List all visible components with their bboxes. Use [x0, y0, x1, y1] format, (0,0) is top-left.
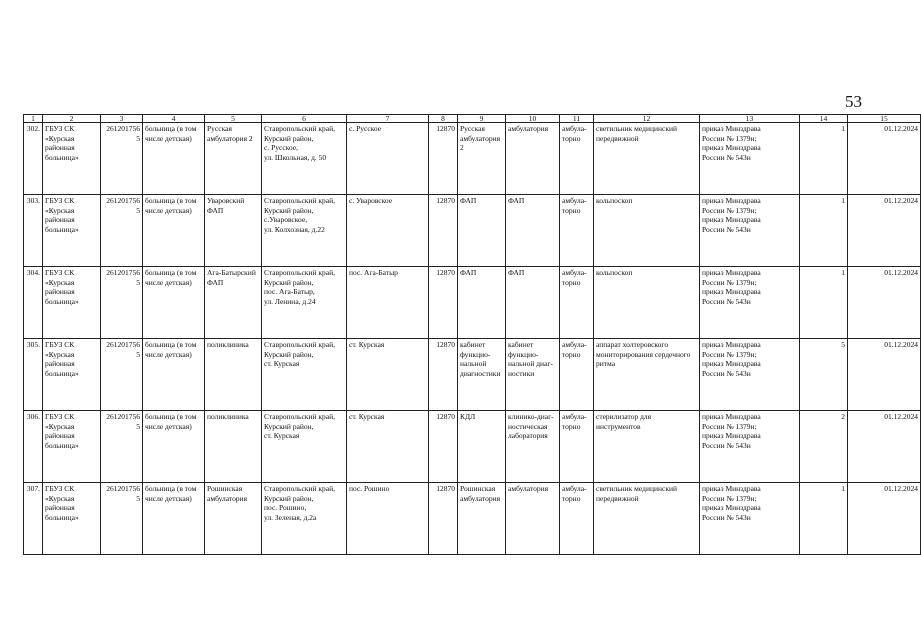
department-text: КДЛ [460, 412, 476, 421]
cell-equipment-name [594, 195, 700, 267]
equipment-name-text: аппарат холтеровского мониторирования сердечного ритма [596, 340, 691, 369]
inn-text: 2612017565 [106, 412, 140, 431]
code-text: 12870 [436, 412, 455, 421]
cell-row-number [24, 123, 43, 195]
equipment-registry-table [23, 114, 921, 555]
cell-org-type [143, 195, 205, 267]
cell-subdivision [205, 195, 262, 267]
cell-quantity [800, 195, 848, 267]
org-type-text: больница (в том числе детская) [145, 196, 197, 215]
regulation-text: приказ Минздрава России № 1379н; приказ Минздрава России № 543н [702, 268, 761, 307]
column-header: 5 [205, 115, 262, 123]
org-type-text: больница (в том числе детская) [145, 340, 197, 359]
cell-organization [43, 195, 101, 267]
column-header: 10 [506, 115, 560, 123]
cell-date [848, 195, 921, 267]
org-type-text: больница (в том числе детская) [145, 484, 197, 503]
quantity-text: 5 [841, 340, 845, 349]
column-header: 15 [848, 115, 921, 123]
cell-quantity [800, 411, 848, 483]
subdivision-text: поликлиника [207, 412, 249, 421]
organization-text: ГБУЗ СК «Курская районная больница» [45, 124, 79, 163]
inn-text: 2612017565 [106, 340, 140, 359]
subdivision-text: Уваровский ФАП [207, 196, 245, 215]
cell-row-number [24, 195, 43, 267]
care-condition-text: амбула- торно [562, 484, 587, 503]
organization-text: ГБУЗ СК «Курская районная больница» [45, 268, 79, 307]
column-header: 1 [24, 115, 43, 123]
cell-settlement [347, 483, 429, 555]
cell-subdivision [205, 483, 262, 555]
code-text: 12870 [436, 268, 455, 277]
department-profile-text: ФАП [508, 268, 525, 277]
quantity-text: 2 [841, 412, 845, 421]
column-header: 9 [458, 115, 506, 123]
org-type-text: больница (в том числе детская) [145, 124, 197, 143]
cell-regulation [700, 411, 800, 483]
cell-org-type [143, 267, 205, 339]
regulation-text: приказ Минздрава России № 1379н; приказ Минздрава России № 543н [702, 124, 761, 163]
cell-department [458, 483, 506, 555]
column-header: 11 [560, 115, 594, 123]
cell-department [458, 195, 506, 267]
cell-department [458, 411, 506, 483]
column-header: 6 [262, 115, 347, 123]
subdivision-text: Ага-Батырский ФАП [207, 268, 256, 287]
cell-address [262, 267, 347, 339]
department-text: ФАП [460, 268, 477, 277]
address-text: Ставропольский край, Курский район, с. Русское, ул. Школьная, д. 50 [264, 124, 335, 163]
equipment-name-text: светильник медицинский передвижной [596, 484, 678, 503]
date-text: 01.12.2024 [884, 124, 918, 133]
address-text: Ставропольский край, Курский район, ст. Курская [264, 412, 335, 441]
regulation-text: приказ Минздрава России № 1379н; приказ Минздрава России № 543н [702, 484, 761, 523]
cell-date [848, 483, 921, 555]
cell-code [429, 411, 458, 483]
date-text: 01.12.2024 [884, 268, 918, 277]
column-header: 4 [143, 115, 205, 123]
equipment-name-text: кольпоскоп [596, 268, 633, 277]
cell-equipment-name [594, 339, 700, 411]
cell-care-condition [560, 339, 594, 411]
cell-department-profile [506, 339, 560, 411]
settlement-text: с. Уваровское [349, 196, 393, 205]
cell-equipment-name [594, 411, 700, 483]
care-condition-text: амбула- торно [562, 196, 587, 215]
cell-regulation [700, 483, 800, 555]
department-profile-text: клинико-диаг- ностическая лаборатория [508, 412, 554, 441]
cell-code [429, 267, 458, 339]
cell-department-profile [506, 411, 560, 483]
date-text: 01.12.2024 [884, 196, 918, 205]
code-text: 12870 [436, 196, 455, 205]
cell-equipment-name [594, 267, 700, 339]
cell-subdivision [205, 267, 262, 339]
column-header: 13 [700, 115, 800, 123]
cell-settlement [347, 411, 429, 483]
department-profile-text: кабинет функцио- нальной диаг- ностики [508, 340, 553, 379]
cell-row-number [24, 267, 43, 339]
cell-regulation [700, 339, 800, 411]
department-profile-text: амбулатория [508, 484, 549, 493]
subdivision-text: Русская амбулатория 2 [207, 124, 253, 143]
department-profile-text: амбулатория [508, 124, 549, 133]
address-text: Ставропольский край, Курский район, пос. Рошино, ул. Зеленая, д.2а [264, 484, 335, 523]
cell-address [262, 195, 347, 267]
cell-inn [101, 483, 143, 555]
cell-code [429, 483, 458, 555]
cell-code [429, 195, 458, 267]
organization-text: ГБУЗ СК «Курская районная больница» [45, 340, 79, 379]
cell-org-type [143, 339, 205, 411]
date-text: 01.12.2024 [884, 484, 918, 493]
settlement-text: пос. Ага-Батыр [349, 268, 398, 277]
cell-organization [43, 339, 101, 411]
cell-regulation [700, 123, 800, 195]
cell-date [848, 411, 921, 483]
cell-care-condition [560, 267, 594, 339]
cell-address [262, 339, 347, 411]
cell-code [429, 339, 458, 411]
row-number-text: 307. [26, 484, 40, 493]
table-row [24, 267, 921, 339]
quantity-text: 1 [841, 196, 845, 205]
table-row [24, 123, 921, 195]
cell-address [262, 123, 347, 195]
column-header: 8 [429, 115, 458, 123]
subdivision-text: Рошинская амбулатория [207, 484, 248, 503]
regulation-text: приказ Минздрава России № 1379н; приказ Минздрава России № 543н [702, 196, 761, 235]
care-condition-text: амбула- торно [562, 412, 587, 431]
code-text: 12870 [436, 484, 455, 493]
care-condition-text: амбула- торно [562, 268, 587, 287]
organization-text: ГБУЗ СК «Курская районная больница» [45, 484, 79, 523]
table-row [24, 339, 921, 411]
address-text: Ставропольский край, Курский район, пос. Ага-Батыр, ул. Ленина, д.24 [264, 268, 335, 307]
code-text: 12870 [436, 124, 455, 133]
cell-address [262, 483, 347, 555]
column-header: 12 [594, 115, 700, 123]
cell-row-number [24, 339, 43, 411]
cell-organization [43, 483, 101, 555]
quantity-text: 1 [841, 268, 845, 277]
cell-department-profile [506, 195, 560, 267]
cell-organization [43, 267, 101, 339]
address-text: Ставропольский край, Курский район, ст. Курская [264, 340, 335, 369]
settlement-text: с. Русское [349, 124, 382, 133]
table-row [24, 411, 921, 483]
cell-row-number [24, 411, 43, 483]
equipment-name-text: светильник медицинский передвижной [596, 124, 678, 143]
cell-date [848, 267, 921, 339]
cell-inn [101, 411, 143, 483]
cell-org-type [143, 123, 205, 195]
cell-equipment-name [594, 483, 700, 555]
date-text: 01.12.2024 [884, 340, 918, 349]
cell-subdivision [205, 411, 262, 483]
date-text: 01.12.2024 [884, 412, 918, 421]
cell-care-condition [560, 411, 594, 483]
org-type-text: больница (в том числе детская) [145, 412, 197, 431]
organization-text: ГБУЗ СК «Курская районная больница» [45, 196, 79, 235]
cell-department-profile [506, 267, 560, 339]
cell-subdivision [205, 339, 262, 411]
column-header: 2 [43, 115, 101, 123]
row-number-text: 303. [26, 196, 40, 205]
cell-inn [101, 195, 143, 267]
cell-code [429, 123, 458, 195]
settlement-text: пос. Рошино [349, 484, 390, 493]
cell-department [458, 123, 506, 195]
department-profile-text: ФАП [508, 196, 525, 205]
care-condition-text: амбула- торно [562, 340, 587, 359]
cell-inn [101, 339, 143, 411]
row-number-text: 304. [26, 268, 40, 277]
regulation-text: приказ Минздрава России № 1379н; приказ Минздрава России № 543н [702, 340, 761, 379]
regulation-text: приказ Минздрава России № 1379н; приказ Минздрава России № 543н [702, 412, 761, 451]
cell-organization [43, 123, 101, 195]
cell-quantity [800, 123, 848, 195]
cell-settlement [347, 123, 429, 195]
cell-settlement [347, 339, 429, 411]
inn-text: 2612017565 [106, 124, 140, 143]
cell-regulation [700, 267, 800, 339]
cell-inn [101, 123, 143, 195]
table-row [24, 483, 921, 555]
cell-department [458, 267, 506, 339]
code-text: 12870 [436, 340, 455, 349]
cell-department-profile [506, 123, 560, 195]
row-number-text: 302. [26, 124, 40, 133]
cell-care-condition [560, 123, 594, 195]
cell-address [262, 411, 347, 483]
equipment-name-text: стерилизатор для инструментов [596, 412, 652, 431]
inn-text: 2612017565 [106, 196, 140, 215]
inn-text: 2612017565 [106, 268, 140, 287]
settlement-text: ст. Курская [349, 340, 385, 349]
cell-date [848, 123, 921, 195]
department-text: Русская амбулатория 2 [460, 124, 501, 153]
cell-settlement [347, 195, 429, 267]
address-text: Ставропольский край, Курский район, с.Уваровское, ул. Колхозная, д.22 [264, 196, 335, 235]
cell-organization [43, 411, 101, 483]
inn-text: 2612017565 [106, 484, 140, 503]
department-text: Рошинская амбулатория [460, 484, 501, 503]
cell-row-number [24, 483, 43, 555]
department-text: кабинет функцио- нальной диагностики [460, 340, 501, 379]
quantity-text: 1 [841, 124, 845, 133]
cell-quantity [800, 267, 848, 339]
cell-care-condition [560, 483, 594, 555]
row-number-text: 306. [26, 412, 40, 421]
cell-regulation [700, 195, 800, 267]
cell-department [458, 339, 506, 411]
column-header: 14 [800, 115, 848, 123]
cell-org-type [143, 411, 205, 483]
cell-subdivision [205, 123, 262, 195]
row-number-text: 305. [26, 340, 40, 349]
cell-inn [101, 267, 143, 339]
cell-quantity [800, 339, 848, 411]
column-header: 3 [101, 115, 143, 123]
cell-quantity [800, 483, 848, 555]
cell-care-condition [560, 195, 594, 267]
cell-org-type [143, 483, 205, 555]
org-type-text: больница (в том числе детская) [145, 268, 197, 287]
quantity-text: 1 [841, 484, 845, 493]
equipment-name-text: кольпоскоп [596, 196, 633, 205]
care-condition-text: амбула- торно [562, 124, 587, 143]
department-text: ФАП [460, 196, 477, 205]
cell-date [848, 339, 921, 411]
cell-department-profile [506, 483, 560, 555]
settlement-text: ст. Курская [349, 412, 385, 421]
page-number: 53 [845, 92, 862, 111]
cell-settlement [347, 267, 429, 339]
column-header: 7 [347, 115, 429, 123]
organization-text: ГБУЗ СК «Курская районная больница» [45, 412, 79, 451]
table-row [24, 195, 921, 267]
cell-equipment-name [594, 123, 700, 195]
column-number-row [24, 115, 921, 123]
subdivision-text: поликлиника [207, 340, 249, 349]
